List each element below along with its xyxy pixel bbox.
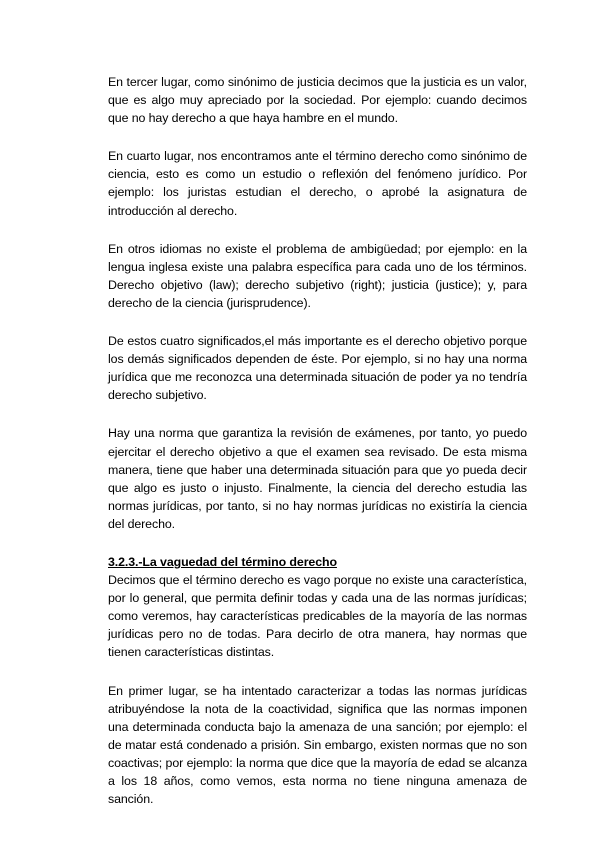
paragraph-revision-examenes: Hay una norma que garantiza la revisión de exámenes, por tanto, yo puedo ejercitar el derecho objetivo a que el examen sea revisado. De esta misma manera, tiene que haber una determinada situación para que yo pueda decir que algo es justo o injusto. Finalmente, la ciencia del derecho estudia las normas jurídicas, por tanto, si no hay normas jurídicas no existiría la ciencia del derecho. (108, 426, 527, 531)
section-heading: 3.2.3.-La vaguedad del término derecho (108, 554, 337, 569)
paragraph-otros-idiomas: En otros idiomas no existe el problema de ambigüedad; por ejemplo: en la lengua inglesa existe una palabra específica para cada uno de los términos. Derecho objetivo (law); derecho subjetivo (right); justicia (justice); y, para derecho de la ciencia (jurisprudence). (108, 241, 527, 310)
paragraph-significados: De estos cuatro significados,el más importante es el derecho objetivo porque los demás significados dependen de éste. Por ejemplo, si no hay una norma jurídica que me reconozca una determinada situación de poder ya no tendría derecho subjetivo. (108, 334, 527, 403)
paragraph-justicia: En tercer lugar, como sinónimo de justicia decimos que la justicia es un valor, que es algo muy apreciado por la sociedad. Por ejemplo: cuando decimos que no hay derecho a que haya hambre en el mundo. (108, 75, 527, 126)
paragraph-coactividad: En primer lugar, se ha intentado caracterizar a todas las normas jurídicas atribuyéndose la nota de la coactividad, significa que las normas imponen una determinada conducta bajo la amenaza de una sanción; por ejemplo: el de matar está condenado a prisión. Sin embargo, existen normas que no son coactivas; por ejemplo: la norma que dice que la mayoría de edad se alcanza a los 18 años, como vemos, esta norma no tiene ninguna amenaza de sanción. (108, 683, 527, 807)
paragraph-ciencia: En cuarto lugar, nos encontramos ante el término derecho como sinónimo de ciencia, esto es como un estudio o reflexión del fenómeno jurídico. Por ejemplo: los juristas estudian el derecho, o aprobé la asignatura de introducción al derecho. (108, 149, 527, 218)
paragraph-vaguedad: Decimos que el término derecho es vago porque no existe una característica, por lo general, que permita definir todas y cada una de las normas jurídicas; como veremos, hay características predicables de la mayoría de las normas jurídicas pero no de todas. Para decirlo de otra manera, hay normas que tienen características distintas. (108, 573, 527, 660)
document-page (108, 73, 527, 828)
